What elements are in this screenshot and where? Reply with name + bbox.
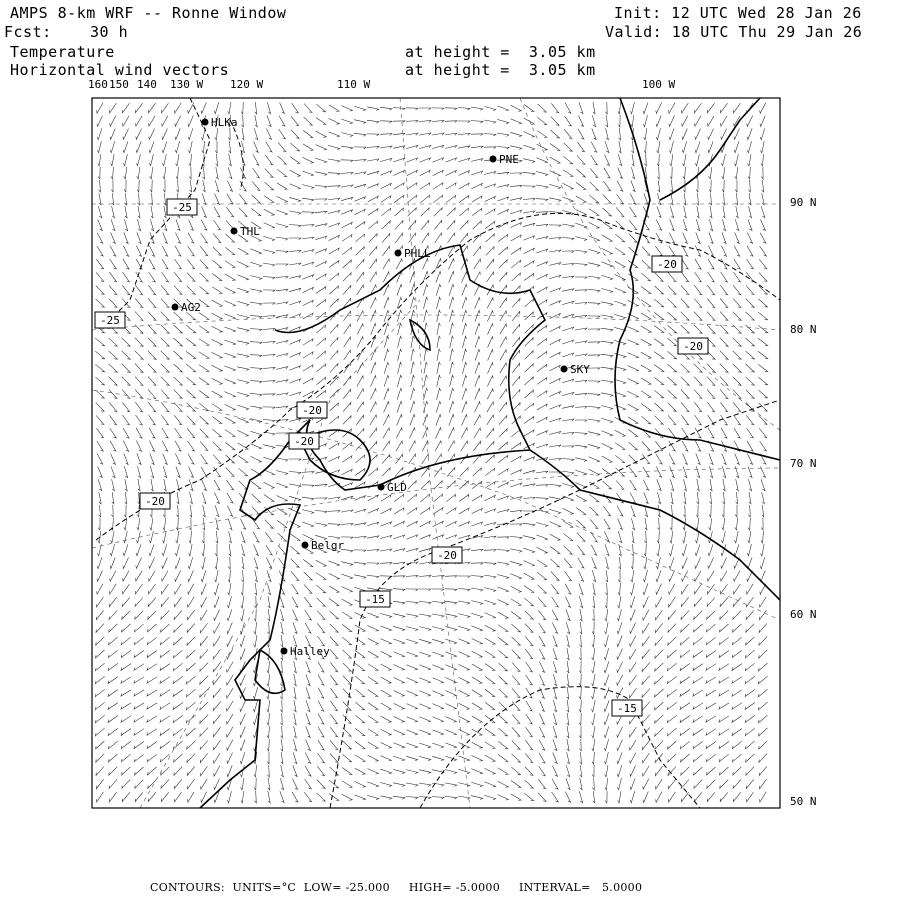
- lat-label: 80 N: [790, 323, 817, 336]
- field-name-wind: Horizontal wind vectors: [10, 61, 230, 79]
- station-markers: [172, 116, 591, 658]
- init-time: Init: 12 UTC Wed 28 Jan 26: [614, 4, 862, 22]
- station-marker: [302, 542, 309, 549]
- lat-label: 90 N: [790, 196, 817, 209]
- contour-label: -15: [617, 702, 637, 715]
- contour-label: -20: [683, 340, 703, 353]
- coastline: [200, 98, 780, 808]
- station-marker: [378, 484, 385, 491]
- lon-label: 120 W: [230, 78, 264, 91]
- station-marker: [490, 156, 497, 163]
- station-label: GLD: [387, 481, 407, 494]
- station-label: HLKa: [211, 116, 238, 129]
- contour-legend: CONTOURS: UNITS=°C LOW= -25.000 HIGH= -5.0000 INTERVAL= 5.0000: [150, 881, 643, 894]
- contour-label: -20: [657, 258, 677, 271]
- station-marker: [202, 119, 209, 126]
- lat-label: 50 N: [790, 795, 817, 808]
- contour-label: -20: [145, 495, 165, 508]
- height-label-2: at height = 3.05 km: [405, 61, 596, 79]
- contour-label: -15: [365, 593, 385, 606]
- lon-label: 150: [109, 78, 129, 91]
- lat-label: 70 N: [790, 457, 817, 470]
- station-marker: [231, 228, 238, 235]
- contour-label: -20: [294, 435, 314, 448]
- lon-label: 100 W: [642, 78, 676, 91]
- station-label: THL: [240, 225, 260, 238]
- forecast-hours: 30 h: [90, 23, 129, 41]
- station-marker: [561, 366, 568, 373]
- station-marker: [281, 648, 288, 655]
- lon-label: 110 W: [337, 78, 371, 91]
- contour-value-labels: [95, 199, 708, 716]
- contour-label: -20: [302, 404, 322, 417]
- lon-label: 130 W: [170, 78, 204, 91]
- field-name-temperature: Temperature: [10, 43, 115, 61]
- station-label: PNE: [499, 153, 519, 166]
- valid-time: Valid: 18 UTC Thu 29 Jan 26: [605, 23, 863, 41]
- lon-label: 160: [88, 78, 108, 91]
- contour-label: -20: [437, 549, 457, 562]
- station-marker: [395, 250, 402, 257]
- lon-label: 140: [137, 78, 157, 91]
- height-label-1: at height = 3.05 km: [405, 43, 596, 61]
- station-label: PHLL: [404, 247, 431, 260]
- station-label: Halley: [290, 645, 330, 658]
- forecast-label: Fcst:: [4, 23, 52, 41]
- station-label: SKY: [570, 363, 590, 376]
- contour-label: -25: [100, 314, 120, 327]
- station-label: AG2: [181, 301, 201, 314]
- contour-label: -25: [172, 201, 192, 214]
- station-label: Belgr: [311, 539, 345, 552]
- temperature-contours: [96, 98, 780, 808]
- station-marker: [172, 304, 179, 311]
- lat-label: 60 N: [790, 608, 817, 621]
- map-title: AMPS 8-km WRF -- Ronne Window: [10, 4, 287, 22]
